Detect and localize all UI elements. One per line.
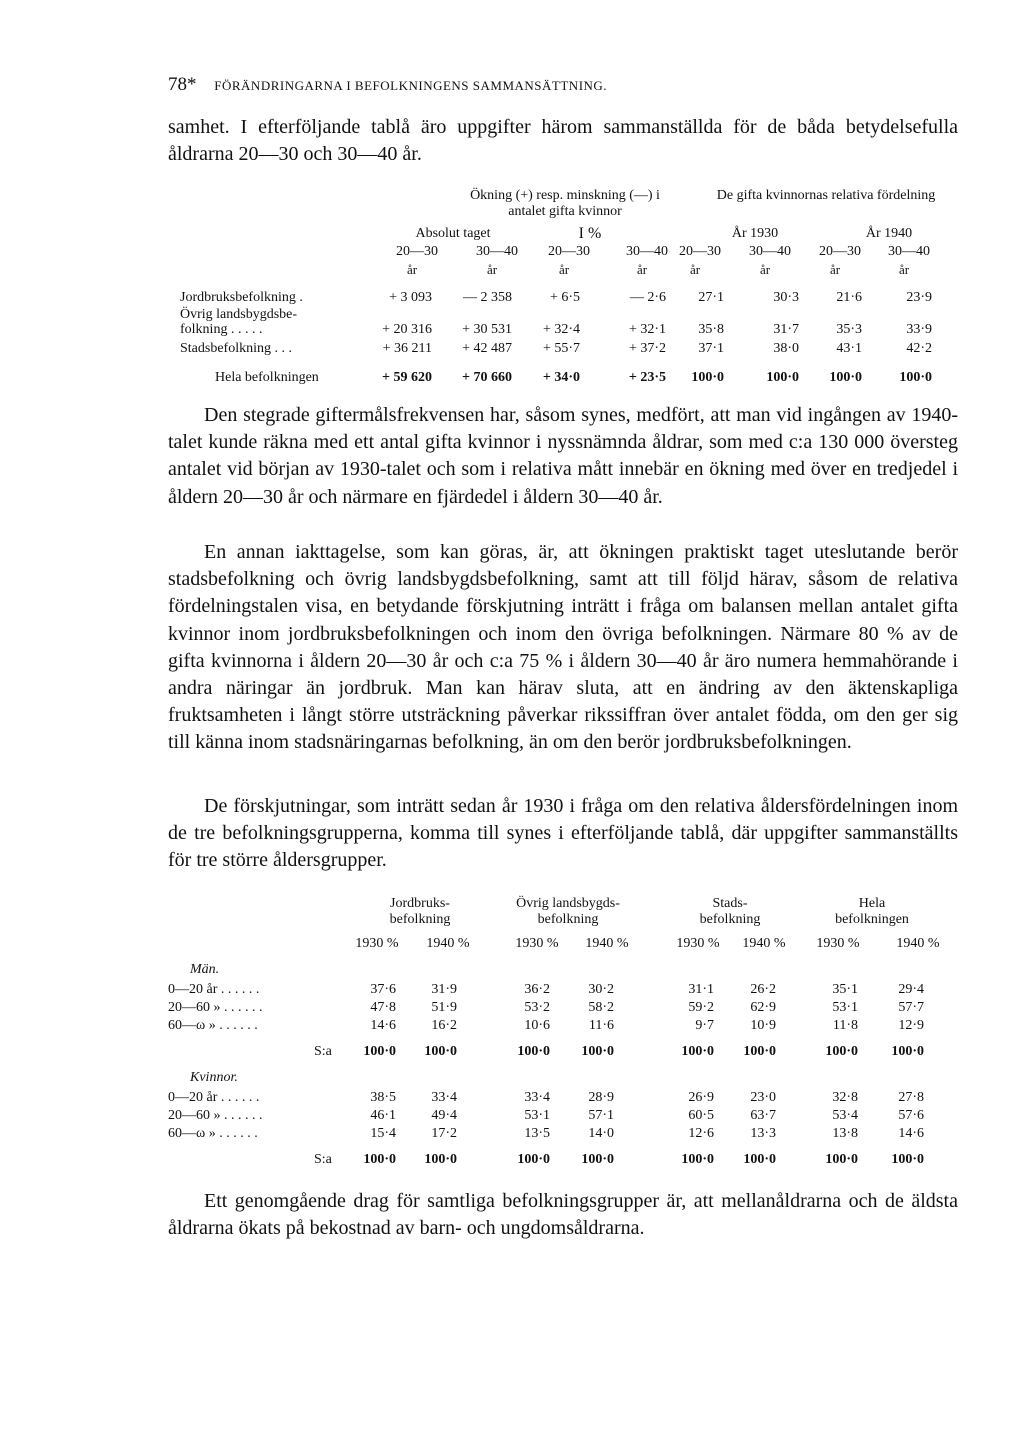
- running-title: FÖRÄNDRINGARNA I BEFOLKNINGENS SAMMANSÄTTNING.: [214, 78, 608, 93]
- t2-sum-label: S:a: [314, 1152, 332, 1167]
- t2-group-header-l2: befolkning: [389, 912, 451, 927]
- t1-cell: + 30 531: [462, 322, 512, 337]
- t2-cell: 29·4: [898, 982, 924, 997]
- t2-cell: 13·5: [524, 1126, 550, 1141]
- t2-cell: 53·2: [524, 1000, 550, 1015]
- t1-total-cell: 100·0: [691, 370, 724, 385]
- t2-row-label: 0—20 år . . . . . .: [168, 982, 260, 997]
- t2-cell: 60·5: [688, 1108, 714, 1123]
- t2-cell: 32·8: [832, 1090, 858, 1105]
- t2-sum-cell: 100·0: [681, 1044, 714, 1059]
- t2-group-header: Övrig landsbygds-: [516, 896, 620, 911]
- t1-sub-percent: I %: [578, 225, 602, 242]
- t2-sum-cell: 100·0: [743, 1044, 776, 1059]
- t2-cell: 46·1: [370, 1108, 396, 1123]
- t1-cell: 35·8: [698, 322, 724, 337]
- t2-cell: 53·1: [524, 1108, 550, 1123]
- page-header: [168, 74, 968, 96]
- t2-group-header: Jordbruks-: [390, 896, 450, 911]
- t2-sum-cell: 100·0: [581, 1152, 614, 1167]
- t2-cell: 14·6: [898, 1126, 924, 1141]
- t1-group-right: De gifta kvinnornas relativa fördelning: [716, 188, 936, 203]
- t2-sum-cell: 100·0: [891, 1152, 924, 1167]
- t1-total-cell: + 70 660: [462, 370, 512, 385]
- t1-row-label: Stadsbefolkning . . .: [180, 341, 292, 356]
- t2-cell: 35·1: [832, 982, 858, 997]
- t2-sum-cell: 100·0: [825, 1044, 858, 1059]
- t1-cell: 37·1: [698, 341, 724, 356]
- t2-cell: 31·9: [431, 982, 457, 997]
- t2-cell: 16·2: [431, 1018, 457, 1033]
- t1-unit-label: år: [829, 262, 841, 277]
- t2-cell: 27·8: [898, 1090, 924, 1105]
- t2-row-label: 60—ω » . . . . . .: [168, 1018, 258, 1033]
- t2-cell: 17·2: [431, 1126, 457, 1141]
- t1-age-col: 30—40: [626, 244, 668, 259]
- t2-cell: 14·0: [588, 1126, 614, 1141]
- t2-sum-cell: 100·0: [363, 1152, 396, 1167]
- t1-cell: + 37·2: [628, 341, 666, 356]
- t2-sum-cell: 100·0: [517, 1152, 550, 1167]
- t1-cell: + 42 487: [462, 341, 512, 356]
- paragraph-2: En annan iakttagelse, som kan göras, är, att ökningen praktiskt taget uteslutande berör stadsbefolkning och övrig landsbygdsbefolkning, samt att till följd härav, såsom de relativa fördelningstalen visa, en betydande förskjutning inträtt i fråga om balansen mellan antalet gifta kvinnor inom jordbruksbefolkningen och inom den övriga befolkningen. Närmare 80 % av de gifta kvinnorna i åldern 20—30 år och c:a 75 % i åldern 30—40 år äro numera hemmahörande i andra näringar än jordbruk. Man kan härav sluta, att en ändring av den äktenskapliga fruktsamheten i långt större utsträckning påverkar rikssiffran över antalet födda, om den ger sig till känna inom stadsnäringarnas befolkning, än om den berör jordbruksbefolkningen.: [168, 541, 958, 754]
- t1-cell: 27·1: [698, 290, 724, 305]
- t1-cell: + 55·7: [542, 341, 580, 356]
- t2-group-header: Stads-: [712, 896, 748, 911]
- t2-sum-cell: 100·0: [681, 1152, 714, 1167]
- t2-sum-cell: 100·0: [825, 1152, 858, 1167]
- t1-total-label: Hela befolkningen: [215, 370, 319, 385]
- page-number: 78*: [168, 74, 197, 95]
- t2-cell: 59·2: [688, 1000, 714, 1015]
- t1-unit-label: år: [759, 262, 771, 277]
- t1-cell: + 32·4: [542, 322, 580, 337]
- t1-total-cell: 100·0: [766, 370, 799, 385]
- t2-cell: 26·2: [750, 982, 776, 997]
- t1-unit-label: år: [689, 262, 701, 277]
- t2-cell: 10·6: [524, 1018, 550, 1033]
- t1-cell: + 32·1: [628, 322, 666, 337]
- t2-cell: 36·2: [524, 982, 550, 997]
- t1-unit-label: år: [486, 262, 498, 277]
- t2-cell: 38·5: [370, 1090, 396, 1105]
- t2-row-label: 20—60 » . . . . . .: [168, 1108, 263, 1123]
- t1-cell: 38·0: [773, 341, 799, 356]
- t2-year-col: 1940 %: [896, 936, 940, 951]
- t2-sum-cell: 100·0: [517, 1044, 550, 1059]
- t2-row-label: 60—ω » . . . . . .: [168, 1126, 258, 1141]
- t1-group-left: Ökning (+) resp. minskning (—) i antalet gifta kvinnor: [470, 188, 660, 219]
- t1-age-col: 20—30: [819, 244, 861, 259]
- t2-year-col: 1930 %: [816, 936, 860, 951]
- t1-cell: — 2·6: [629, 290, 666, 305]
- t2-cell: 53·1: [832, 1000, 858, 1015]
- t1-age-col: 20—30: [396, 244, 438, 259]
- t2-cell: 23·0: [750, 1090, 776, 1105]
- t2-year-col: 1930 %: [515, 936, 559, 951]
- t2-group-header-l2: befolkning: [537, 912, 599, 927]
- t1-cell: 33·9: [906, 322, 932, 337]
- t1-age-col: 30—40: [888, 244, 930, 259]
- paragraph-4: Ett genomgående drag för samtliga befolkningsgrupper är, att mellanåldrarna och de äldsta åldrarna ökats på bekostnad av barn- och ungdomsåldrarna.: [168, 1190, 958, 1240]
- t1-sub-1940: År 1940: [865, 226, 913, 241]
- t2-sum-cell: 100·0: [363, 1044, 396, 1059]
- t1-cell: + 6·5: [549, 290, 580, 305]
- t2-cell: 57·7: [898, 1000, 924, 1015]
- t2-group-header-l2: befolkning: [699, 912, 761, 927]
- t1-cell: 23·9: [906, 290, 932, 305]
- t2-year-col: 1930 %: [355, 936, 399, 951]
- t2-cell: 26·9: [688, 1090, 714, 1105]
- t1-cell: + 36 211: [382, 341, 432, 356]
- t2-year-col: 1930 %: [676, 936, 720, 951]
- t1-cell: 31·7: [773, 322, 799, 337]
- t2-cell: 51·9: [431, 1000, 457, 1015]
- t1-row-label: Jordbruksbefolkning .: [180, 290, 303, 305]
- t2-cell: 37·6: [370, 982, 396, 997]
- t2-sum-cell: 100·0: [581, 1044, 614, 1059]
- t2-cell: 9·7: [695, 1018, 714, 1033]
- t1-age-col: 30—40: [749, 244, 791, 259]
- t1-cell: + 3 093: [389, 290, 432, 305]
- t2-cell: 57·6: [898, 1108, 924, 1123]
- t2-cell: 31·1: [688, 982, 714, 997]
- t2-sum-label: S:a: [314, 1044, 332, 1059]
- t2-row-label: 20—60 » . . . . . .: [168, 1000, 263, 1015]
- t2-group-header-l2: befolkningen: [835, 912, 909, 927]
- t1-unit-label: år: [898, 262, 910, 277]
- t2-cell: 13·3: [750, 1126, 776, 1141]
- t2-men-heading: Män.: [190, 962, 220, 977]
- t1-age-col: 20—30: [679, 244, 721, 259]
- t2-cell: 53·4: [832, 1108, 858, 1123]
- t1-cell: 42·2: [906, 341, 932, 356]
- t1-age-col: 20—30: [548, 244, 590, 259]
- t2-sum-cell: 100·0: [891, 1044, 924, 1059]
- t2-cell: 11·6: [588, 1018, 614, 1033]
- t2-year-col: 1940 %: [742, 936, 786, 951]
- t1-sub-1930: År 1930: [731, 226, 779, 241]
- t1-unit-label: år: [636, 262, 648, 277]
- t1-cell: + 20 316: [382, 322, 432, 337]
- t1-total-cell: 100·0: [899, 370, 932, 385]
- t2-cell: 49·4: [431, 1108, 457, 1123]
- t2-cell: 14·6: [370, 1018, 396, 1033]
- t2-cell: 12·6: [688, 1126, 714, 1141]
- t1-cell: 21·6: [836, 290, 862, 305]
- t2-cell: 10·9: [750, 1018, 776, 1033]
- t1-unit-label: år: [406, 262, 418, 277]
- intro-paragraph: samhet. I efterföljande tablå äro uppgifter härom sammanställda för de båda betydelsefulla åldrarna 20—30 och 30—40 år.: [168, 116, 958, 166]
- t2-cell: 12·9: [898, 1018, 924, 1033]
- t2-cell: 13·8: [832, 1126, 858, 1141]
- t2-row-label: 0—20 år . . . . . .: [168, 1090, 260, 1105]
- t2-sum-cell: 100·0: [743, 1152, 776, 1167]
- t2-cell: 11·8: [832, 1018, 858, 1033]
- t2-year-col: 1940 %: [426, 936, 470, 951]
- t2-sum-cell: 100·0: [424, 1044, 457, 1059]
- t2-cell: 15·4: [370, 1126, 396, 1141]
- t1-total-cell: + 34·0: [542, 370, 580, 385]
- t1-cell: 43·1: [836, 341, 862, 356]
- t1-total-cell: 100·0: [829, 370, 862, 385]
- t1-total-cell: + 59 620: [382, 370, 432, 385]
- t2-cell: 63·7: [750, 1108, 776, 1123]
- t1-cell: 35·3: [836, 322, 862, 337]
- t2-cell: 33·4: [524, 1090, 550, 1105]
- t2-cell: 47·8: [370, 1000, 396, 1015]
- t1-total-cell: + 23·5: [628, 370, 666, 385]
- t1-age-col: 30—40: [476, 244, 518, 259]
- t2-women-heading: Kvinnor.: [190, 1070, 238, 1085]
- t2-cell: 30·2: [588, 982, 614, 997]
- t2-cell: 58·2: [588, 1000, 614, 1015]
- t1-row-label: Övrig landsbygdsbe-: [180, 307, 298, 322]
- t2-year-col: 1940 %: [585, 936, 629, 951]
- t2-sum-cell: 100·0: [424, 1152, 457, 1167]
- t2-group-header: Hela: [858, 896, 886, 911]
- t2-cell: 57·1: [588, 1108, 614, 1123]
- t1-cell: — 2 358: [463, 290, 512, 305]
- t1-unit-label: år: [558, 262, 570, 277]
- t2-cell: 33·4: [431, 1090, 457, 1105]
- t2-cell: 28·9: [588, 1090, 614, 1105]
- t1-row-label-cont: folkning . . . . .: [180, 322, 263, 337]
- paragraph-1: Den stegrade giftermålsfrekvensen har, såsom synes, medfört, att man vid ingången av 1940-talet kunde räkna med ett antal gifta kvinnor i nyssnämnda åldrar, som med c:a 130 000 översteg antalet vid början av 1930-talet och som i relativa mått innebär en ökning med över en tredjedel i åldern 20—30 år och närmare en fjärdedel i åldern 30—40 år.: [168, 404, 958, 508]
- t1-sub-absolute: Absolut taget: [415, 226, 491, 241]
- paragraph-3: De förskjutningar, som inträtt sedan år 1930 i fråga om den relativa åldersfördelningen inom de tre befolkningsgrupperna, komma till synes i efterföljande tablå, där uppgifter sammanställts för tre större åldersgrupper.: [168, 795, 958, 872]
- t2-cell: 62·9: [750, 1000, 776, 1015]
- t1-cell: 30·3: [773, 290, 799, 305]
